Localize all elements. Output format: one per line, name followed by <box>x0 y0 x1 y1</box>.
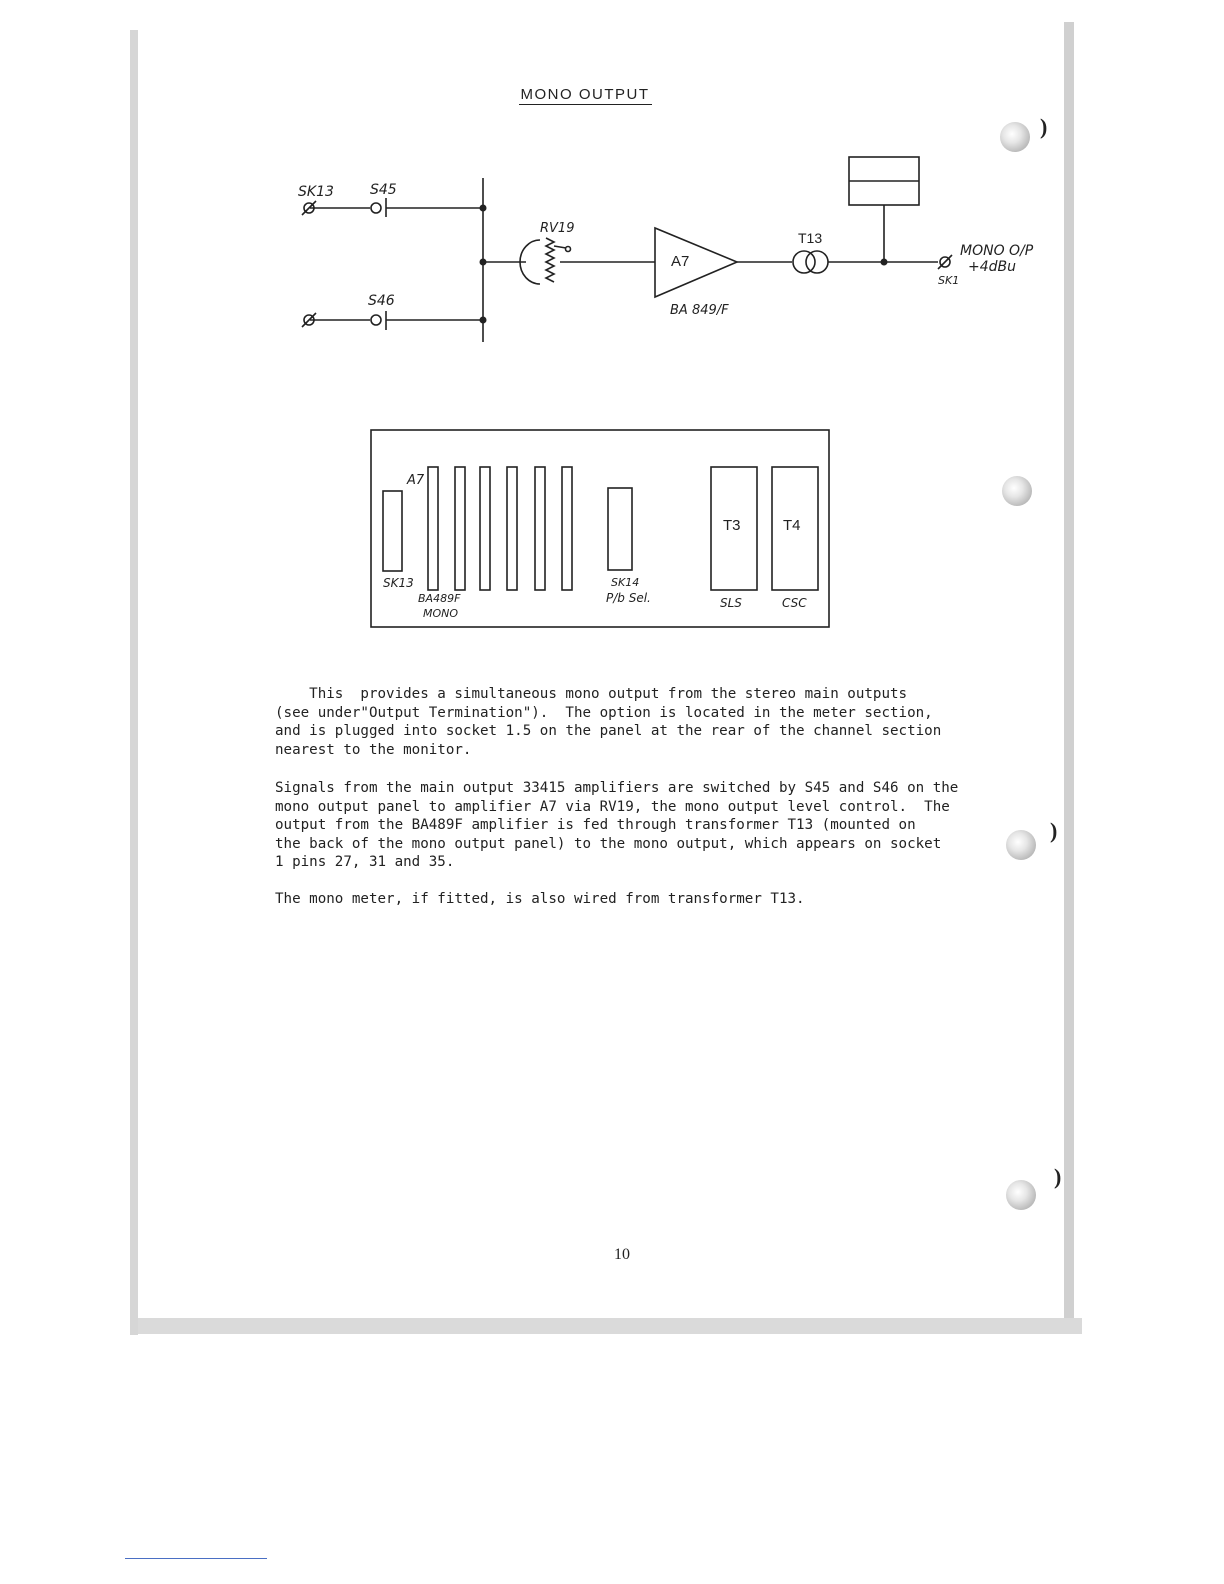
binder-hole <box>1006 830 1036 860</box>
layout-t3-label: T3 <box>723 517 741 534</box>
layout-mono-label: MONO <box>423 607 459 620</box>
rv19-label: RV19 <box>540 221 575 236</box>
layout-t4-label: T4 <box>783 517 801 534</box>
page-edge-bottom <box>138 1318 1082 1334</box>
layout-a7-label: A7 <box>407 473 425 488</box>
mono-op-label: MONO O/P <box>960 243 1034 259</box>
card-slot <box>562 467 572 590</box>
transformer-label: T13 <box>798 230 823 246</box>
schematic-diagrams <box>0 0 1224 660</box>
amp-label: A7 <box>671 253 690 270</box>
card-slot <box>507 467 517 590</box>
paragraph-intro: This provides a simultaneous mono output from the stereo main outputs (see under"Output Termination"). The option is located in the meter section, and is plugged into socket 1.5 on the panel at the rear of the channel section nearest to the monitor. <box>275 686 942 758</box>
layout-sls-label: SLS <box>720 596 742 610</box>
sk13-label: SK13 <box>298 184 334 200</box>
layout-plbsel-label: P/b Sel. <box>606 591 651 605</box>
sk1-label: SK1 <box>938 274 960 287</box>
junction-dot <box>881 259 888 266</box>
s45-label: S45 <box>370 182 397 198</box>
amp-part-label: BA 849/F <box>670 303 729 318</box>
card-slot <box>428 467 438 590</box>
card-slot <box>480 467 490 590</box>
scan-mark: ) <box>1054 1164 1062 1189</box>
footnote-rule <box>125 1558 267 1559</box>
sk13-connector <box>383 491 402 571</box>
binder-hole <box>1002 476 1032 506</box>
page-title: MONO OUTPUT <box>520 86 650 103</box>
junction-dot <box>480 205 487 212</box>
junction-dot <box>480 317 487 324</box>
sk14-connector <box>608 488 632 570</box>
layout-ba489f-label: BA489F <box>418 592 461 605</box>
junction-dot <box>480 259 487 266</box>
layout-sk14-label: SK14 <box>611 576 640 589</box>
card-slot <box>455 467 465 590</box>
socket-symbols <box>302 201 952 327</box>
page-number: 10 <box>614 1246 630 1263</box>
scan-mark: ) <box>1040 114 1048 139</box>
card-slot <box>535 467 545 590</box>
s46-label: S46 <box>368 293 395 309</box>
paragraph-meter: The mono meter, if fitted, is also wired from transformer T13. <box>275 891 805 907</box>
layout-csc-label: CSC <box>782 596 807 610</box>
binder-hole <box>1006 1180 1036 1210</box>
binder-hole <box>1000 122 1030 152</box>
paragraph-signals: Signals from the main output 33415 amplifiers are switched by S45 and S46 on the mono output panel to amplifier A7 via RV19, the mono output level control. The output from the BA489F amplifier is fed through transformer T13 (mounted on the back of the mono output panel) to the mono output, which appears on socket 1 pins 27, 31 and 35. <box>275 780 959 871</box>
scan-mark: ) <box>1050 818 1058 843</box>
schematic-wiring <box>310 157 938 342</box>
level-label: +4dBu <box>968 259 1017 275</box>
layout-sk13-label: SK13 <box>383 576 414 590</box>
